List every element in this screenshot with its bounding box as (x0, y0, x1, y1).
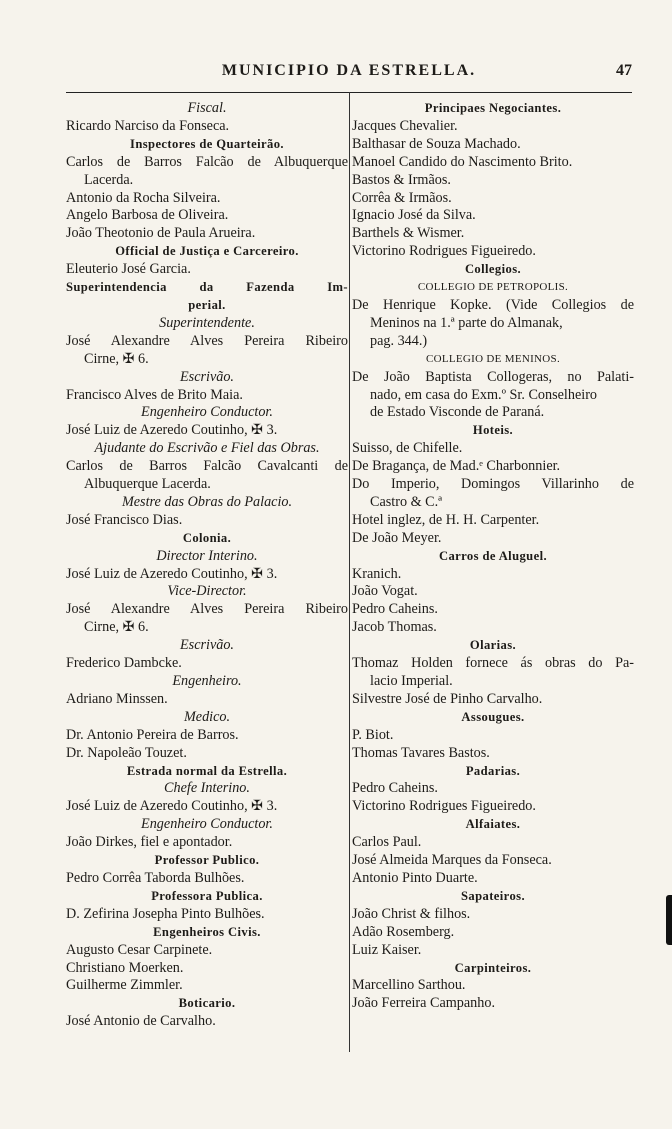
entry: Carlos de Barros Falcão de Albuquerque (66, 153, 348, 170)
section-heading: Superintendencia da Fazenda Im- (66, 280, 348, 295)
entry: José Almeida Marques da Fonseca. (352, 852, 552, 869)
page-header (66, 62, 632, 86)
entry: Frederico Dambcke. (66, 655, 182, 672)
entry: Guilherme Zimmler. (66, 977, 183, 994)
left-column (66, 100, 348, 1031)
entry: Ricardo Narciso da Fonseca. (66, 117, 230, 134)
entry: José Alexandre Alves Pereira Ribeiro (66, 601, 348, 618)
role-heading: Vice-Director. (167, 583, 247, 600)
section-heading: Principaes Negociantes. (424, 101, 562, 115)
column-divider (349, 92, 350, 1052)
entry: Dr. Antonio Pereira de Barros. (66, 726, 239, 743)
entry-continuation: Cirne, ✠ 6. (84, 619, 149, 636)
entry: Pedro Caheins. (352, 601, 438, 618)
section-heading: Boticario. (178, 996, 236, 1011)
entry: Manoel Candido do Nascimento Brito. (352, 153, 573, 170)
role-heading: Fiscal. (187, 100, 227, 116)
entry: Bastos & Irmãos. (352, 171, 451, 188)
section-heading: Carpinteiros. (454, 960, 532, 975)
entry: Thomaz Holden fornece ás obras do Pa- (352, 655, 634, 672)
entry: Angelo Barbosa de Oliveira. (66, 207, 229, 224)
page-number: 47 (616, 62, 632, 79)
role-heading: Escrivão. (180, 368, 234, 385)
section-heading: Estrada normal da Estrella. (126, 763, 288, 778)
entry: De Bragança, de Mad.ᵉ Charbonnier. (352, 458, 561, 475)
entry: João Ferreira Campanho. (352, 995, 496, 1012)
entry: Carlos de Barros Falcão Cavalcanti de (66, 458, 348, 475)
section-heading: Engenheiros Civis. (153, 924, 261, 939)
section-heading: Olarias. (469, 638, 517, 653)
role-heading: Engenheiro Conductor. (141, 816, 273, 833)
entry: João Dirkes, fiel e apontador. (66, 834, 233, 851)
section-heading: Sapateiros. (461, 888, 525, 903)
entry-continuation: Lacerda. (84, 171, 134, 188)
entry: José Antonio de Carvalho. (66, 1013, 216, 1030)
entry: Dr. Napoleão Touzet. (66, 744, 187, 761)
entry: Victorino Rodrigues Figueiredo. (352, 798, 536, 815)
section-heading: Hoteis. (472, 423, 514, 438)
entry: De João Baptista Collogeras, no Palati- (352, 368, 634, 385)
entry: Barthels & Wismer. (352, 225, 465, 242)
entry: Marcellino Sarthou. (352, 977, 466, 994)
entry-continuation: nado, em casa do Exm.º Sr. Conselheiro (370, 386, 598, 403)
section-heading: Padarias. (465, 763, 521, 778)
entry: Balthasar de Souza Machado. (352, 135, 521, 152)
section-heading: Collegios. (464, 262, 522, 277)
section-heading: Inspectores de Quarteirão. (130, 136, 284, 151)
role-heading: Mestre das Obras do Palacio. (121, 493, 293, 510)
entry: Pedro Corrêa Taborda Bulhões. (66, 869, 245, 886)
entry: D. Zefirina Josepha Pinto Bulhões. (66, 905, 265, 922)
entry: Antonio da Rocha Silveira. (66, 189, 221, 206)
section-heading: Professor Publico. (154, 853, 260, 868)
role-heading: Chefe Interino. (164, 780, 250, 797)
subsection-heading: COLLEGIO DE PETROPOLIS. (417, 281, 569, 294)
entry: José Luiz de Azeredo Coutinho, ✠ 3. (66, 565, 278, 582)
entry: Augusto Cesar Carpinete. (66, 941, 213, 958)
entry-continuation: pag. 344.) (370, 332, 428, 349)
entry: Francisco Alves de Brito Maia. (66, 386, 243, 403)
entry: Hotel inglez, de H. H. Carpenter. (352, 511, 540, 528)
role-heading: Engenheiro Conductor. (141, 404, 273, 421)
entry-continuation: lacio Imperial. (370, 673, 453, 689)
entry: P. Biot. (352, 726, 394, 743)
entry: De Henrique Kopke. (Vide Collegios de (352, 296, 634, 313)
entry: Eleuterio José Garcia. (66, 261, 191, 278)
entry: Luiz Kaiser. (352, 941, 422, 958)
entry: Adriano Minssen. (66, 690, 168, 707)
role-heading: Medico. (183, 708, 231, 725)
section-heading: Carros de Aluguel. (438, 548, 548, 563)
right-column (352, 100, 634, 1013)
entry: Ignacio José da Silva. (352, 207, 476, 224)
entry: Silvestre José de Pinho Carvalho. (352, 690, 543, 707)
entry: Do Imperio, Domingos Villarinho de (352, 476, 634, 493)
role-heading: Engenheiro. (172, 673, 242, 689)
entry-continuation: Meninos na 1.ª parte do Almanak, (370, 314, 563, 331)
entry: Adão Rosemberg. (352, 923, 455, 940)
entry: José Francisco Dias. (66, 511, 183, 528)
entry: Jacob Thomas. (352, 619, 437, 636)
subsection-heading: COLLEGIO DE MENINOS. (425, 352, 560, 365)
entry: De João Meyer. (352, 529, 442, 546)
entry: João Christ & filhos. (352, 905, 471, 922)
entry: Suisso, de Chifelle. (352, 440, 463, 457)
role-heading: Ajudante do Escrivão e Fiel das Obras. (94, 440, 320, 457)
entry: João Vogat. (352, 583, 418, 600)
entry: João Theotonio de Paula Arueira. (66, 225, 256, 242)
entry: José Luiz de Azeredo Coutinho, ✠ 3. (66, 798, 278, 815)
section-heading: Colonia. (182, 530, 232, 545)
entry: Thomas Tavares Bastos. (352, 744, 490, 761)
section-heading: Professora Publica. (151, 888, 263, 903)
entry: Antonio Pinto Duarte. (352, 869, 478, 886)
section-heading: Alfaiates. (465, 817, 521, 832)
entry: Christiano Moerken. (66, 959, 184, 976)
entry: Kranich. (352, 565, 402, 582)
page-title: MUNICIPIO DA ESTRELLA. (221, 62, 477, 79)
entry-continuation: de Estado Visconde de Paraná. (370, 404, 545, 421)
section-heading-continuation: perial. (188, 297, 226, 312)
entry: José Alexandre Alves Pereira Ribeiro (66, 332, 348, 349)
entry-continuation: Albuquerque Lacerda. (84, 476, 211, 493)
entry: Jacques Chevalier. (352, 117, 458, 134)
entry: Corrêa & Irmãos. (352, 189, 452, 206)
entry: Pedro Caheins. (352, 780, 438, 797)
page-edge-mark (666, 895, 672, 945)
role-heading: Superintendente. (159, 314, 255, 331)
entry: Victorino Rodrigues Figueiredo. (352, 243, 536, 260)
role-heading: Director Interino. (156, 547, 258, 564)
entry: Carlos Paul. (352, 834, 422, 851)
entry: José Luiz de Azeredo Coutinho, ✠ 3. (66, 422, 278, 439)
section-heading: Official de Justiça e Carcereiro. (115, 244, 299, 259)
section-heading: Assougues. (461, 709, 525, 724)
role-heading: Escrivão. (180, 637, 234, 654)
entry-continuation: Cirne, ✠ 6. (84, 350, 149, 367)
entry-continuation: Castro & C.ª (370, 493, 443, 510)
